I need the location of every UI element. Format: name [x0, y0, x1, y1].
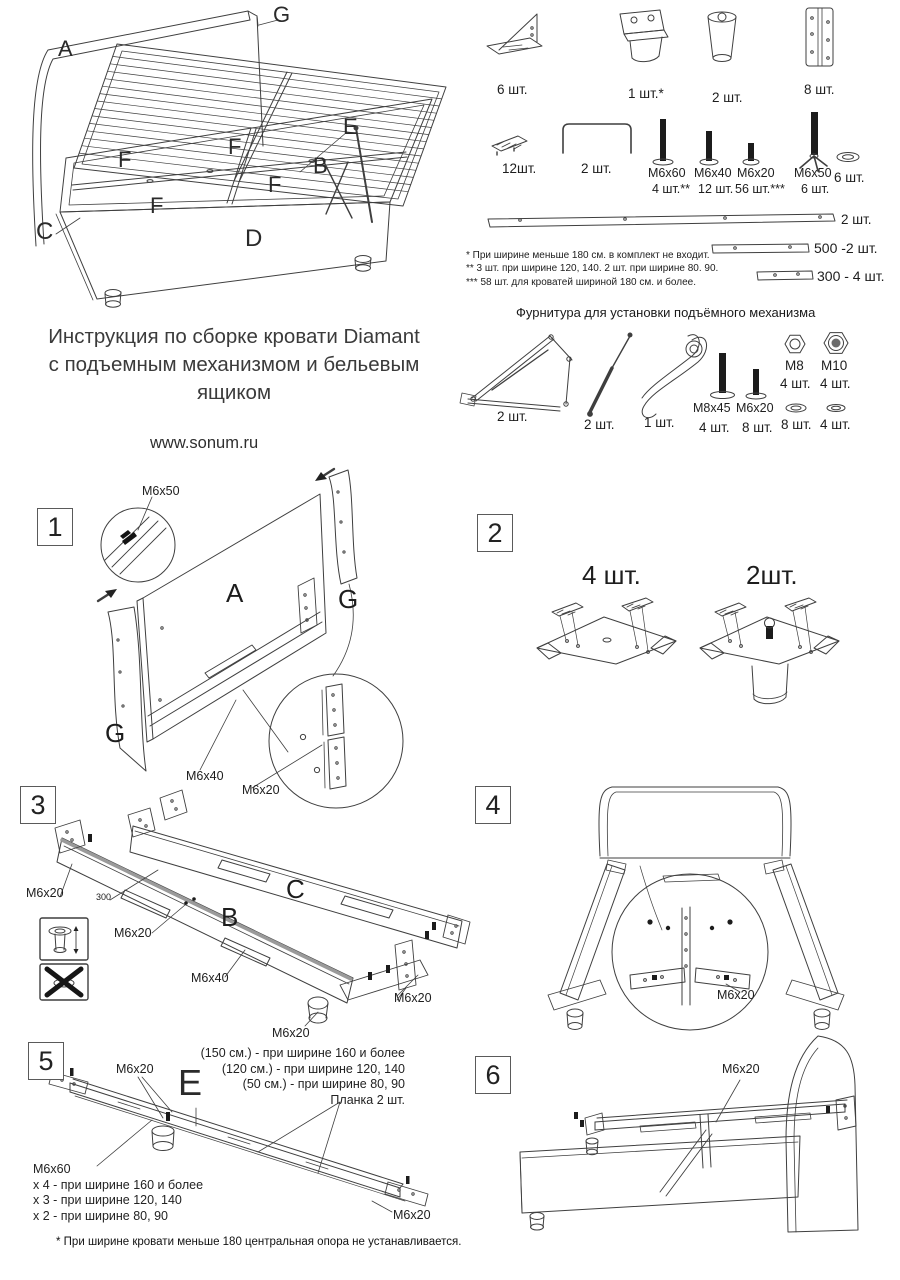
kit-note-1: * При ширине меньше 180 см. в комплект не входит.	[466, 250, 710, 261]
step-5-number: 5	[28, 1042, 64, 1080]
s5-plank-line1: (150 см.) - при ширине 160 и более	[200, 1046, 405, 1060]
parts-kit-drawing	[487, 8, 859, 280]
center-bracket-icon	[620, 10, 668, 62]
s4-label-m6x20: M6x20	[717, 988, 755, 1002]
bolt-m6x50-icon	[800, 112, 827, 171]
step4-drawing	[548, 787, 844, 1030]
step2-drawing	[537, 598, 839, 704]
s5-label-m6x20-bottom: M6x20	[393, 1208, 431, 1222]
document-title	[14, 323, 454, 407]
s5-m6x60-line2: x 4 - при ширине 160 и более	[33, 1177, 204, 1192]
overview-label-f2: F	[228, 134, 242, 159]
s3-label-m6x40: M6x40	[191, 971, 229, 985]
s3-label-m6x20-bottom: M6x20	[272, 1026, 310, 1040]
step-3-number: 3	[20, 786, 56, 824]
label-m6x20-lift: M6x20	[736, 401, 774, 415]
qty-staple: 2 шт.	[581, 161, 612, 176]
slider-icon	[492, 136, 527, 155]
overview-label-d: D	[245, 225, 263, 252]
s5-plank-line3: (50 см.) - при ширине 80, 90	[242, 1077, 405, 1091]
s3-label-c: C	[286, 874, 305, 904]
website-link[interactable]: www.sonum.ru	[150, 434, 259, 452]
bolt-m6x20-lift-icon	[746, 369, 766, 399]
s3-dim-300: 300	[96, 892, 112, 902]
overview-label-e: E	[343, 114, 358, 139]
s1-label-g-left: G	[105, 718, 126, 748]
step1-drawing	[98, 469, 403, 808]
rail-500-icon	[712, 244, 809, 253]
kit-note-2: ** 3 шт. при ширине 120, 140. 2 шт. при ширине 80. 90.	[466, 263, 719, 274]
s6-label-m6x20: M6x20	[722, 1062, 760, 1076]
nut-m8-icon	[785, 335, 805, 352]
lift-kit-heading: Фурнитура для установки подъёмного механизма	[516, 305, 816, 320]
qty-washer-4: 4 шт.	[820, 417, 851, 432]
qty-rail-500: 500 -2 шт.	[814, 240, 878, 256]
s1-label-m6x20: M6x20	[242, 783, 280, 797]
washer-icon	[837, 153, 859, 162]
qty-rail-long: 2 шт.	[841, 212, 872, 227]
s3-label-b: B	[221, 902, 239, 932]
qty-m8-nut: 4 шт.	[780, 376, 811, 391]
label-m6x20: M6x20	[737, 166, 775, 180]
qty-rail-300: 300 - 4 шт.	[817, 268, 885, 284]
qty-m6x50: 6 шт.	[801, 182, 830, 196]
overview-label-f3: F	[150, 193, 164, 218]
qty-strap: 1 шт.	[644, 415, 675, 430]
s5-m6x60-line3: x 3 - при ширине 120, 140	[33, 1193, 182, 1207]
s2-qty-2: 2шт.	[746, 560, 798, 590]
qty-lift-mechanism: 2 шт.	[497, 409, 528, 424]
qty-m10-nut: 4 шт.	[820, 376, 851, 391]
qty-leg: 2 шт.	[712, 90, 743, 105]
qty-m6x40: 12 шт.	[698, 182, 734, 196]
s1-label-a: A	[226, 578, 244, 608]
step6-drawing	[520, 1036, 858, 1232]
qty-slider: 12шт.	[502, 161, 537, 176]
leg-icon	[708, 12, 736, 62]
label-m10-nut: M10	[821, 358, 848, 373]
qty-flat-plate: 8 шт.	[804, 82, 835, 97]
washer-8-icon	[786, 404, 806, 412]
overview-label-a: A	[58, 36, 73, 61]
overview-leg	[105, 256, 371, 308]
overview-label-f1: F	[118, 147, 132, 172]
s1-label-g-right: G	[338, 584, 359, 614]
overview-label-f4: F	[268, 172, 282, 197]
label-m8-nut: M8	[785, 358, 804, 373]
qty-m8x45: 4 шт.	[699, 420, 730, 435]
flat-plate-icon	[806, 8, 833, 66]
nut-m10-icon	[824, 333, 848, 354]
footnote: * При ширине кровати меньше 180 центральная опора не устанавливается.	[56, 1236, 462, 1248]
qty-corner-bracket: 6 шт.	[497, 82, 528, 97]
corner-bracket-icon	[487, 14, 542, 54]
step-1-number: 1	[37, 508, 73, 546]
step-6-number: 6	[475, 1056, 511, 1094]
bolt-m6x40-icon	[700, 131, 718, 165]
step-4-number: 4	[475, 786, 511, 824]
title-line2: с подъемным механизмом и бельевым ящиком	[48, 353, 420, 404]
s5-m6x60-line4: x 2 - при ширине 80, 90	[33, 1208, 168, 1223]
s5-label-m6x20-top: M6x20	[116, 1062, 154, 1076]
bolt-m8x45-icon	[711, 353, 735, 399]
overview-label-c: C	[36, 218, 54, 245]
rail-long-icon	[488, 214, 835, 227]
s1-label-m6x50: M6x50	[142, 484, 180, 498]
s5-label-e: E	[178, 1062, 203, 1103]
kit-note-3: *** 58 шт. для кроватей шириной 180 см. и более.	[466, 277, 696, 288]
overview-label-g: G	[273, 2, 291, 27]
bolt-m6x60-icon	[653, 119, 673, 165]
qty-center-bracket: 1 шт.*	[628, 86, 664, 101]
gas-strut-icon	[588, 333, 632, 416]
step-2-number: 2	[477, 514, 513, 552]
qty-m6x20-lift: 8 шт.	[742, 420, 773, 435]
s5-plank-line2: (120 см.) - при ширине 120, 140	[221, 1061, 405, 1076]
label-m6x50: M6x50	[794, 166, 832, 180]
qty-m6x20: 56 шт.***	[735, 182, 785, 196]
s5-m6x60-notes	[33, 1162, 203, 1224]
s3-label-m6x20-left: M6x20	[26, 886, 64, 900]
label-m8x45: M8x45	[693, 401, 731, 415]
rail-300-icon	[757, 271, 813, 280]
qty-washer: 6 шт.	[834, 170, 865, 185]
lift-mechanism-icon	[460, 335, 572, 411]
qty-gas-strut: 2 шт.	[584, 417, 615, 432]
s5-m6x60-line1: M6x60	[33, 1162, 71, 1176]
s5-plank-line4: Планка 2 шт.	[330, 1092, 405, 1107]
washer-4-icon	[827, 405, 845, 412]
s2-qty-4: 4 шт.	[582, 560, 641, 590]
s1-label-m6x40: M6x40	[186, 769, 224, 783]
title-line1: Инструкция по сборке кровати Diamant	[48, 325, 420, 348]
s3-label-m6x20-right: M6x20	[394, 991, 432, 1005]
label-m6x40: M6x40	[694, 166, 732, 180]
staple-icon	[563, 124, 631, 153]
s5-plank-notes	[160, 1046, 405, 1108]
s3-label-m6x20-mid: M6x20	[114, 926, 152, 940]
overview-label-b: B	[313, 153, 328, 178]
bolt-m6x20-icon	[743, 143, 759, 165]
label-m6x60: M6x60	[648, 166, 686, 180]
qty-washer-8: 8 шт.	[781, 417, 812, 432]
qty-m6x60: 4 шт.**	[652, 182, 690, 196]
